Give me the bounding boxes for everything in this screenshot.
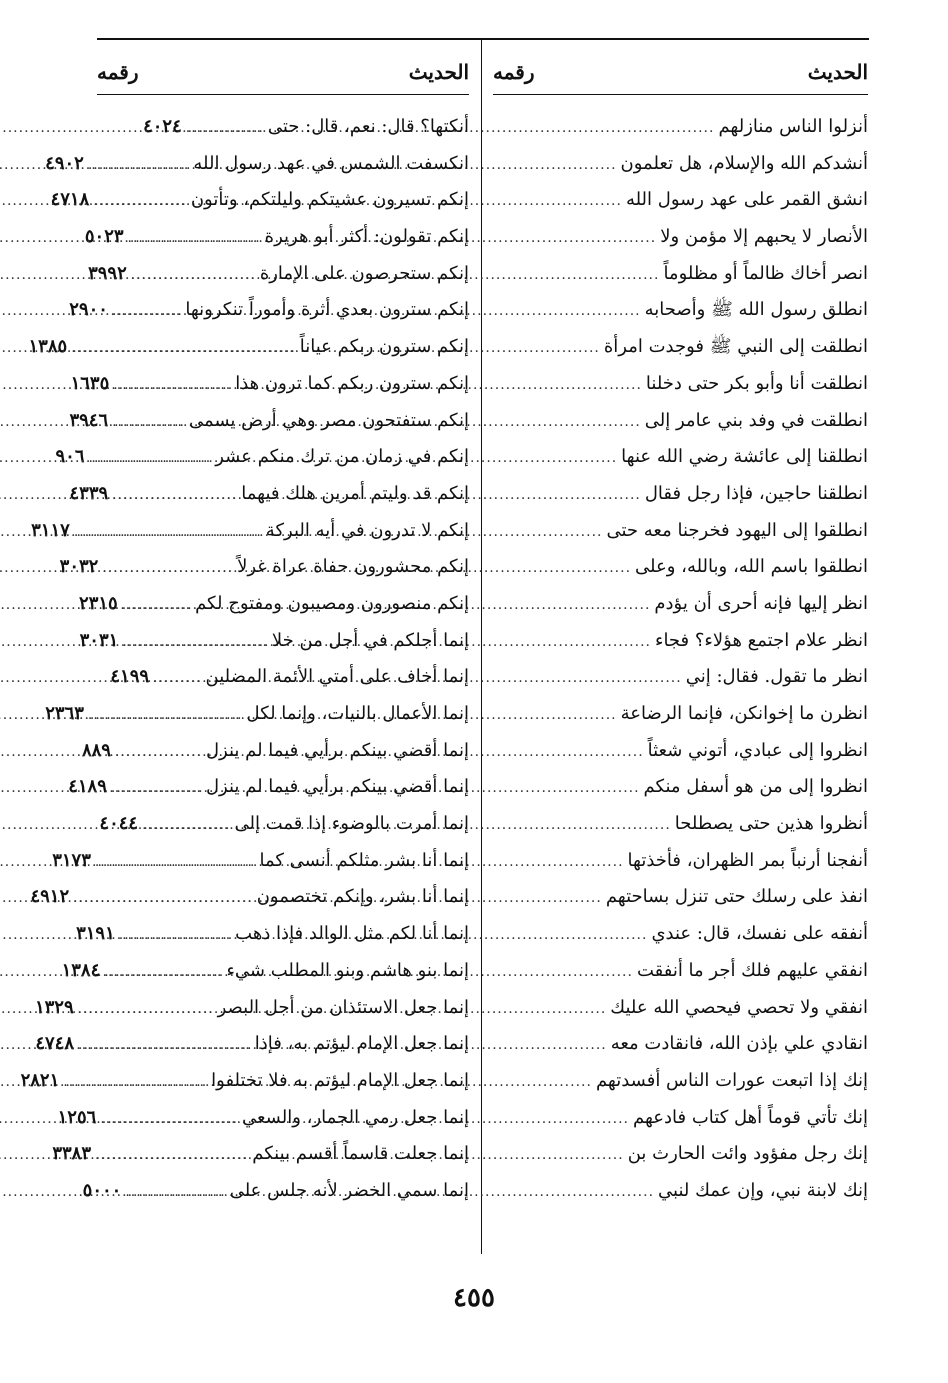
left-column-header xyxy=(97,50,469,95)
hadith-number: ٣٠٣١ xyxy=(79,629,119,651)
leader-dots xyxy=(0,330,296,367)
hadith-text: إنما أجلكم في أجل من خلا xyxy=(271,629,469,651)
hadith-text: أنشدكم الله والإسلام، هل تعلمون xyxy=(620,152,868,174)
hadith-text: انقادي علي بإذن الله، فانقادت معه xyxy=(610,1033,868,1055)
index-entry xyxy=(97,843,469,880)
hadith-text: إنكم سترون ربكم كما ترون هذا xyxy=(235,372,469,394)
hadith-text: انطلقنا حاجين، فإذا رجل فقال xyxy=(644,482,868,504)
hadith-number: ٤١٨٩ xyxy=(68,776,107,798)
leader-dots xyxy=(0,991,214,1028)
hadith-text: أنفقه على نفسك، قال: عندي xyxy=(651,923,868,945)
hadith-number: ٩٠٦ xyxy=(55,446,85,468)
right-column-header xyxy=(493,50,868,95)
leader-dots xyxy=(0,183,187,220)
hadith-text: انشق القمر على عهد رسول الله xyxy=(625,189,868,211)
index-entry xyxy=(97,623,469,660)
leader-dots xyxy=(0,697,243,734)
index-entry xyxy=(97,219,469,256)
hadith-number: ٥٠٠٠ xyxy=(82,1179,122,1201)
hadith-number: ١٢٥٦ xyxy=(57,1106,97,1128)
hadith-text: الأنصار لا يحبهم إلا مؤمن ولا xyxy=(660,226,868,248)
index-entry xyxy=(97,513,469,550)
hadith-text: انطلقوا إلى اليهود فخرجنا معه حتى xyxy=(606,519,868,541)
hadith-text: انطلقنا إلى عائشة رضي الله عنها xyxy=(621,446,868,468)
leader-dots xyxy=(0,1064,207,1101)
hadith-number: ٣٠٣٢ xyxy=(59,556,99,578)
hadith-text: إنكم محشورون حفاة عراة غرلاً xyxy=(237,556,469,578)
hadith-text: إنك إذا اتبعت عورات الناس أفسدتهم xyxy=(595,1069,868,1091)
hadith-number: ٣١٩١ xyxy=(76,923,115,945)
hadith-number: ٤٧٤٨ xyxy=(35,1033,75,1055)
index-entry xyxy=(97,1173,469,1210)
hadith-text: إنكم تقولون: أكثر أبو هريرة xyxy=(264,226,469,248)
hadith-number: ٣١١٧ xyxy=(31,519,70,541)
leader-dots xyxy=(0,477,237,514)
hadith-number: ٤٠٢٤ xyxy=(143,116,182,137)
index-entry xyxy=(97,1100,469,1137)
number-header: رقمه xyxy=(97,60,139,84)
leader-dots xyxy=(0,440,211,477)
hadith-text: إنما أقضي بينكم برأيي فيما لم ينزل xyxy=(205,776,469,798)
hadith-text: إنما أخاف على أمتي الأئمة المضلين xyxy=(205,666,469,688)
hadith-number: ٤٩١٢ xyxy=(30,886,70,908)
index-entry xyxy=(97,109,469,146)
hadith-text: أنزلوا الناس منازلهم xyxy=(718,116,868,137)
index-entry xyxy=(97,182,469,219)
index-entry xyxy=(97,953,469,990)
hadith-text: انصر أخاك ظالماً أو مظلوماً xyxy=(663,262,868,284)
left-column-rows xyxy=(97,109,469,1210)
hadith-number: ١٣٢٩ xyxy=(34,996,74,1018)
hadith-text: انظروا إلى عبادي، أتوني شعثاً xyxy=(647,739,868,761)
hadith-text: إنما أنا بشر مثلكم أنسى كما xyxy=(259,849,469,871)
leader-dots xyxy=(0,514,262,551)
hadith-text: انطلقت أنا وأبو بكر حتى دخلنا xyxy=(645,372,868,394)
index-entry xyxy=(97,146,469,183)
number-header: رقمه xyxy=(493,60,535,84)
hadith-text: إنكم ستحرصون على الإمارة xyxy=(259,262,469,284)
index-entry xyxy=(97,329,469,366)
hadith-text: أنكتها؟ قال: نعم، قال: حتى xyxy=(267,116,469,137)
hadith-number: ٣٣٨٣ xyxy=(52,1143,92,1165)
leader-dots xyxy=(0,624,268,661)
leader-dots xyxy=(0,1137,248,1174)
index-entry xyxy=(97,439,469,476)
hadith-text: انطلق رسول الله ﷺ وأصحابه xyxy=(644,299,868,321)
hadith-text: إنكم سترون ربكم عياناً xyxy=(299,336,469,358)
hadith-number: ١٣٨٤ xyxy=(61,959,101,981)
hadith-number: ١٦٣٥ xyxy=(70,372,110,394)
hadith-text: انفذ على رسلك حتى تنزل بساحتهم xyxy=(605,886,868,908)
hadith-text: انظرن ما إخوانكن، فإنما الرضاعة xyxy=(620,703,868,724)
leader-dots xyxy=(0,147,189,184)
hadith-text: إنكم في زمان من ترك منكم عشر xyxy=(215,446,469,468)
hadith-header: الحديث xyxy=(408,60,469,84)
hadith-text: إنكم قد وليتم أمرين هلك فيهما xyxy=(241,482,469,504)
hadith-text: انكسفت الشمس في عهد رسول الله xyxy=(193,152,469,174)
index-entry xyxy=(97,256,469,293)
hadith-number: ٢٩٠٠ xyxy=(69,299,108,321)
hadith-text: إنك رجل مفؤود وائت الحارث بن xyxy=(627,1143,868,1165)
index-entry xyxy=(97,659,469,696)
hadith-number: ١٣٨٥ xyxy=(28,336,68,358)
hadith-text: أنفجنا أرنباً بمر الظهران، فأخذتها xyxy=(627,849,868,871)
hadith-number: ٣١٧٣ xyxy=(52,849,91,871)
leader-dots xyxy=(0,1174,226,1211)
index-entry xyxy=(97,1063,469,1100)
hadith-number: ٢٣٦٣ xyxy=(45,703,84,724)
leader-dots xyxy=(0,734,202,771)
index-entry xyxy=(97,696,469,733)
leader-dots xyxy=(0,257,256,294)
index-entry xyxy=(97,403,469,440)
hadith-text: إنما أقضي بينكم برأيي فيما لم ينزل xyxy=(205,739,469,761)
hadith-text: إنما جعل الاستئذان من أجل البصر xyxy=(217,996,469,1018)
index-entry xyxy=(97,879,469,916)
leader-dots xyxy=(0,954,222,991)
leader-dots xyxy=(0,404,185,441)
index-entry xyxy=(97,990,469,1027)
hadith-text: إنما سمي الخضر لأنه جلس على xyxy=(229,1179,469,1201)
leader-dots xyxy=(0,844,256,881)
hadith-text: إنما أمرت بالوضوء إذا قمت إلى xyxy=(234,813,469,835)
hadith-text: إنكم تسيرون عشيتكم وليلتكم، وتأتون xyxy=(190,189,469,211)
hadith-text: انطلقوا باسم الله، وبالله، وعلى xyxy=(635,556,868,578)
index-entry xyxy=(97,366,469,403)
top-rule xyxy=(97,38,869,40)
hadith-number: ٢٨٢١ xyxy=(20,1069,60,1091)
hadith-text: إنما أنا بشر، وإنكم تختصمون xyxy=(256,886,469,908)
hadith-number: ٤١٩٩ xyxy=(110,666,150,688)
hadith-text: إنما بنو هاشم وبنو المطلب شيء xyxy=(226,959,469,981)
hadith-text: انظر علام اجتمع هؤلاء؟ فجاء xyxy=(654,629,868,651)
hadith-number: ٨٨٩ xyxy=(81,739,111,761)
index-entry xyxy=(97,1136,469,1173)
index-entry xyxy=(97,769,469,806)
hadith-text: انفقي ولا تحصي فيحصي الله عليك xyxy=(610,996,868,1018)
leader-dots xyxy=(0,293,181,330)
hadith-text: إنكم منصورون ومصيبون ومفتوح لكم xyxy=(195,592,469,614)
leader-dots xyxy=(0,880,253,917)
hadith-text: إنما جعل الإمام ليؤتم به، فإذا xyxy=(254,1033,469,1055)
leader-dots xyxy=(0,110,264,147)
hadith-text: انفقي عليهم فلك أجر ما أنفقت xyxy=(636,959,868,981)
hadith-text: انظر ما تقول. فقال: إني xyxy=(685,666,868,688)
hadith-text: إنما جعل رمي الجمار، والسعي xyxy=(242,1106,469,1128)
hadith-text: إنك لابنة نبي، وإن عمك لنبي xyxy=(658,1179,868,1201)
hadith-number: ٤٠٤٤ xyxy=(99,813,139,835)
leader-dots xyxy=(0,660,202,697)
hadith-number: ٣٩٩٢ xyxy=(88,262,127,284)
hadith-text: أنظروا هذين حتى يصطلحا xyxy=(674,813,868,835)
leader-dots xyxy=(0,1101,238,1138)
leader-dots xyxy=(0,550,233,587)
index-entry xyxy=(97,549,469,586)
leader-dots xyxy=(0,367,231,404)
leader-dots xyxy=(0,917,231,954)
hadith-text: إنك تأتي قوماً أهل كتاب فادعهم xyxy=(632,1106,868,1128)
index-entry xyxy=(97,292,469,329)
hadith-text: إنكم لا تدرون في أيه البركة xyxy=(265,519,469,541)
index-entry xyxy=(97,1026,469,1063)
hadith-text: انطلقت في وفد بني عامر إلى xyxy=(644,409,868,431)
hadith-number: ٢٣١٥ xyxy=(79,592,118,614)
index-entry xyxy=(97,806,469,843)
hadith-text: إنكم سترون بعدي أثرة وأموراً تنكرونها xyxy=(185,299,469,321)
hadith-text: إنما جعل الإمام ليؤتم به فلا تختلفوا xyxy=(211,1069,469,1091)
index-entry xyxy=(97,733,469,770)
hadith-text: إنكم ستفتحون مصر وهي أرض يسمى xyxy=(188,409,469,431)
hadith-text: إنما الأعمال بالنيات، وإنما لكل xyxy=(246,703,469,724)
hadith-header: الحديث xyxy=(807,60,868,84)
hadith-number: ٤٣٣٩ xyxy=(69,482,109,504)
hadith-text: إنما أنا لكم مثل الوالد فإذا ذهب xyxy=(235,923,469,945)
index-entry xyxy=(97,476,469,513)
hadith-number: ٣٩٤٦ xyxy=(69,409,109,431)
leader-dots xyxy=(0,770,202,807)
page-number: ٤٥٥ xyxy=(453,1283,495,1313)
left-column xyxy=(97,50,469,1260)
hadith-text: انظروا إلى من هو أسفل منكم xyxy=(643,776,868,798)
hadith-number: ٤٩٠٢ xyxy=(45,152,84,174)
index-entry xyxy=(97,916,469,953)
hadith-number: ٤٧١٨ xyxy=(50,189,90,211)
hadith-text: انظر إليها فإنه أحرى أن يؤدم xyxy=(654,592,868,614)
index-entry xyxy=(97,586,469,623)
hadith-number: ٥٠٢٣ xyxy=(84,226,124,248)
hadith-text: إنما جعلت قاسماً أقسم بينكم xyxy=(252,1143,469,1165)
leader-dots xyxy=(0,807,230,844)
leader-dots xyxy=(0,1027,251,1064)
leader-dots xyxy=(0,220,261,257)
leader-dots xyxy=(0,587,191,624)
hadith-text: انطلقت إلى النبي ﷺ فوجدت امرأة xyxy=(603,336,868,358)
